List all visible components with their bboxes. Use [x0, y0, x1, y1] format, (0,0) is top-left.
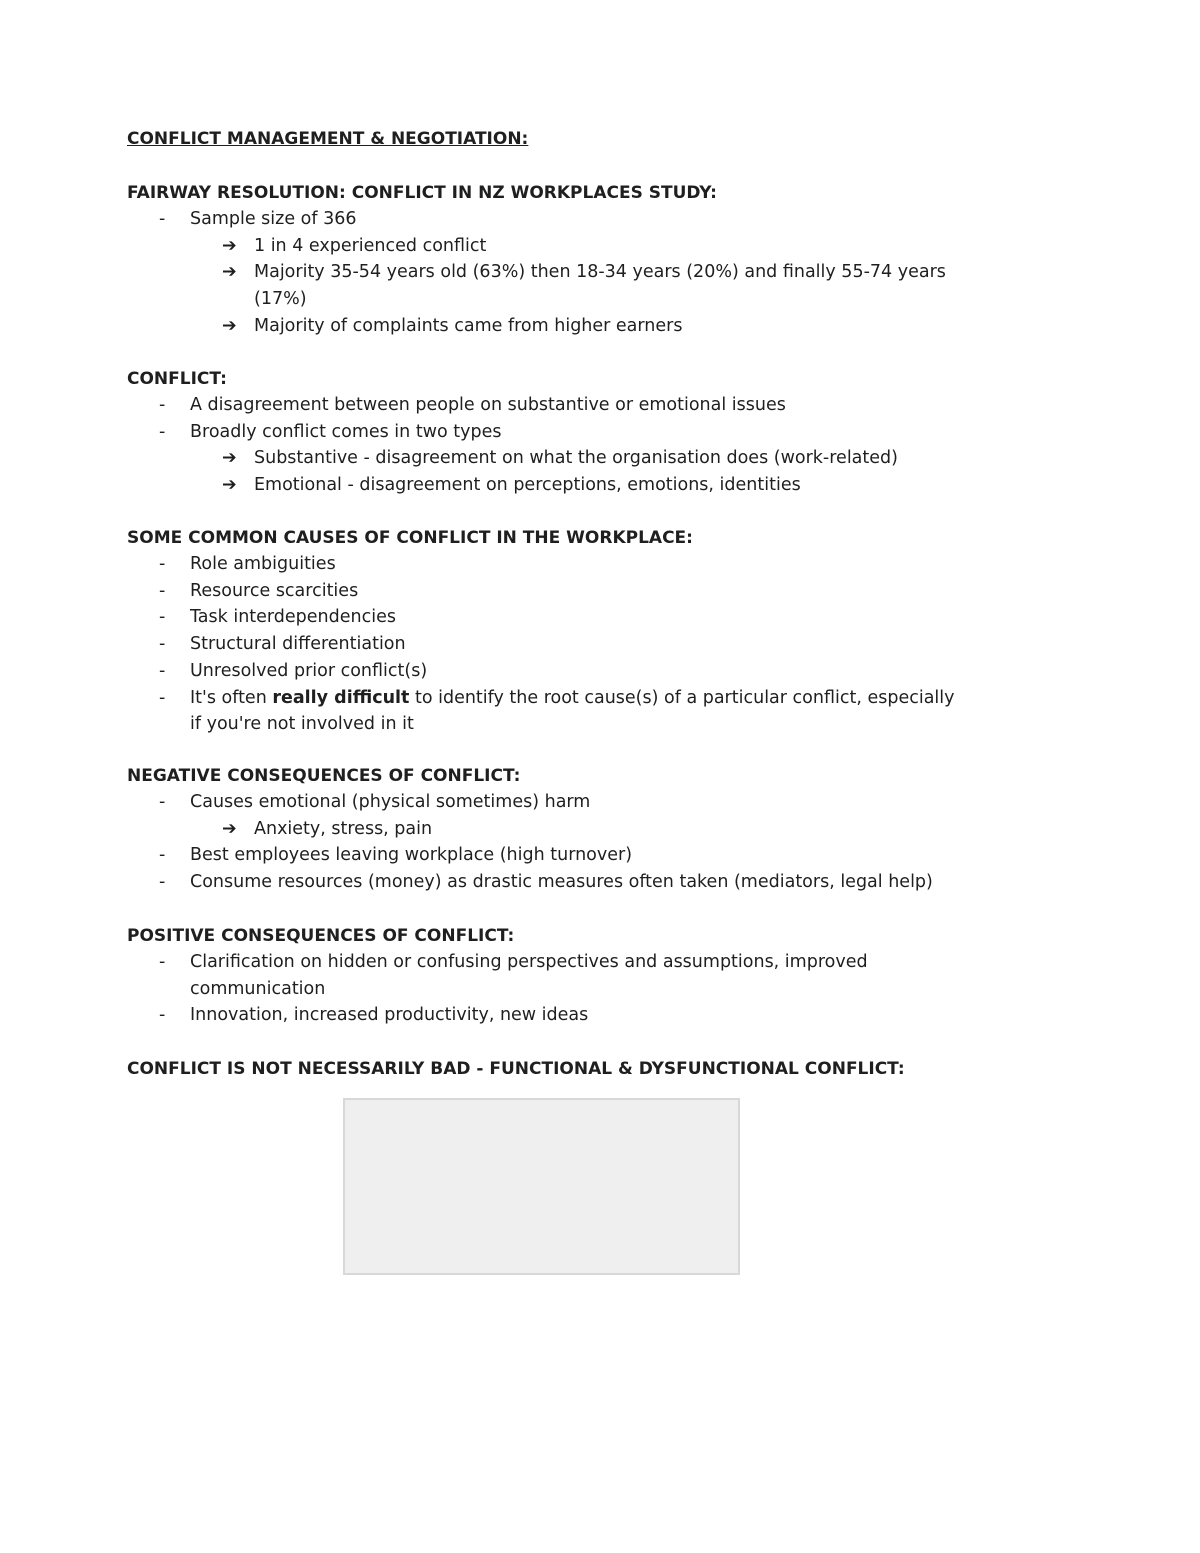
bullet-list: [127, 551, 967, 738]
list-item: [127, 631, 967, 658]
list-item: [127, 551, 967, 578]
list-item-text: Causes emotional (physical sometimes) harm: [190, 792, 591, 812]
dash-bullet: -: [159, 580, 166, 601]
list-item: [127, 419, 967, 446]
list-item-text-start: It's often: [190, 687, 273, 708]
dash-bullet: -: [159, 554, 166, 574]
list-item-text: Best employees leaving workplace (high turnover): [190, 845, 633, 866]
list-item-text: Resource scarcities: [190, 580, 359, 601]
list-item-text: Structural differentiation: [190, 634, 406, 655]
dash-bullet: -: [159, 792, 166, 812]
dash-bullet: -: [159, 634, 166, 655]
section-heading: NEGATIVE CONSEQUENCES OF CONFLICT:: [127, 766, 521, 786]
section-heading: CONFLICT:: [127, 369, 227, 389]
arrow-bullet-icon: ➔: [222, 315, 237, 336]
section-heading: SOME COMMON CAUSES OF CONFLICT IN THE WORKPLACE:: [127, 528, 693, 548]
section-heading: FAIRWAY RESOLUTION: CONFLICT IN NZ WORKPLACES STUDY:: [127, 183, 717, 203]
bullet-list: [127, 789, 967, 896]
sub-item-text: 1 in 4 experienced conflict: [254, 235, 487, 256]
image-placeholder: [343, 1098, 740, 1275]
dash-bullet: -: [159, 845, 166, 866]
dash-bullet: -: [159, 1005, 166, 1026]
list-item-text-end: to identify the root cause(s) of a particular conflict, especially if you're not involved in it: [190, 687, 955, 735]
dash-bullet: -: [159, 952, 166, 972]
list-item: [127, 869, 967, 896]
dash-bullet: -: [159, 607, 166, 628]
list-item-text: Sample size of 366: [190, 209, 357, 229]
bullet-list: [127, 392, 967, 499]
section-fairway: [127, 180, 967, 340]
list-item-text: Role ambiguities: [190, 554, 336, 574]
list-item: [127, 206, 967, 233]
arrow-bullet-icon: ➔: [222, 262, 237, 283]
bullet-list: [127, 206, 967, 340]
list-item: [127, 842, 967, 869]
sub-list-item: [127, 259, 964, 312]
list-item-text: Unresolved prior conflict(s): [190, 660, 428, 681]
sub-item-text: Substantive - disagreement on what the organisation does (work-related): [254, 448, 898, 469]
dash-bullet: -: [159, 209, 166, 229]
arrow-bullet-icon: ➔: [222, 448, 237, 469]
list-item: [127, 949, 890, 1002]
section-causes: [127, 525, 967, 738]
emphasis-text: really difficult: [272, 687, 410, 708]
sub-list-item: [127, 472, 967, 499]
sub-item-text: Majority of complaints came from higher earners: [254, 315, 683, 336]
list-item: [127, 392, 967, 419]
document-title: CONFLICT MANAGEMENT & NEGOTIATION:: [127, 129, 529, 149]
list-item-text: A disagreement between people on substantive or emotional issues: [190, 395, 786, 415]
list-item: [127, 789, 967, 816]
dash-bullet: -: [159, 660, 166, 681]
arrow-bullet-icon: ➔: [222, 235, 237, 256]
section-conflict: [127, 366, 967, 499]
sub-list-item: [127, 445, 967, 472]
section-heading: POSITIVE CONSEQUENCES OF CONFLICT:: [127, 926, 515, 946]
list-item: [127, 658, 967, 685]
section-heading: CONFLICT IS NOT NECESSARILY BAD - FUNCTIONAL & DYSFUNCTIONAL CONFLICT:: [127, 1059, 905, 1079]
list-item: [127, 578, 967, 605]
section-negative: [127, 763, 967, 896]
dash-bullet: -: [159, 872, 166, 893]
list-item-text: Broadly conflict comes in two types: [190, 421, 502, 442]
list-item-text: Consume resources (money) as drastic measures often taken (mediators, legal help): [190, 872, 933, 893]
section-functional: [127, 1056, 967, 1082]
section-positive: [127, 923, 967, 1029]
sub-list-item: [127, 313, 967, 340]
sub-list-item: [127, 233, 967, 260]
list-item-text: Clarification on hidden or confusing perspectives and assumptions, improved communication: [190, 952, 868, 999]
list-item: [127, 1002, 967, 1029]
sub-list-item: [127, 816, 967, 843]
list-item: [127, 685, 960, 738]
sub-item-text: Emotional - disagreement on perceptions, emotions, identities: [254, 475, 801, 496]
bullet-list: [127, 949, 967, 1029]
arrow-bullet-icon: ➔: [222, 818, 237, 839]
dash-bullet: -: [159, 687, 166, 708]
sub-item-text: Anxiety, stress, pain: [254, 818, 433, 839]
dash-bullet: -: [159, 421, 166, 442]
arrow-bullet-icon: ➔: [222, 475, 237, 496]
dash-bullet: -: [159, 395, 166, 415]
list-item-text: Innovation, increased productivity, new ideas: [190, 1005, 589, 1026]
list-item: [127, 604, 967, 631]
list-item-text: Task interdependencies: [190, 607, 396, 628]
sub-item-text: Majority 35-54 years old (63%) then 18-34 years (20%) and finally 55-74 years (17%): [254, 262, 946, 310]
